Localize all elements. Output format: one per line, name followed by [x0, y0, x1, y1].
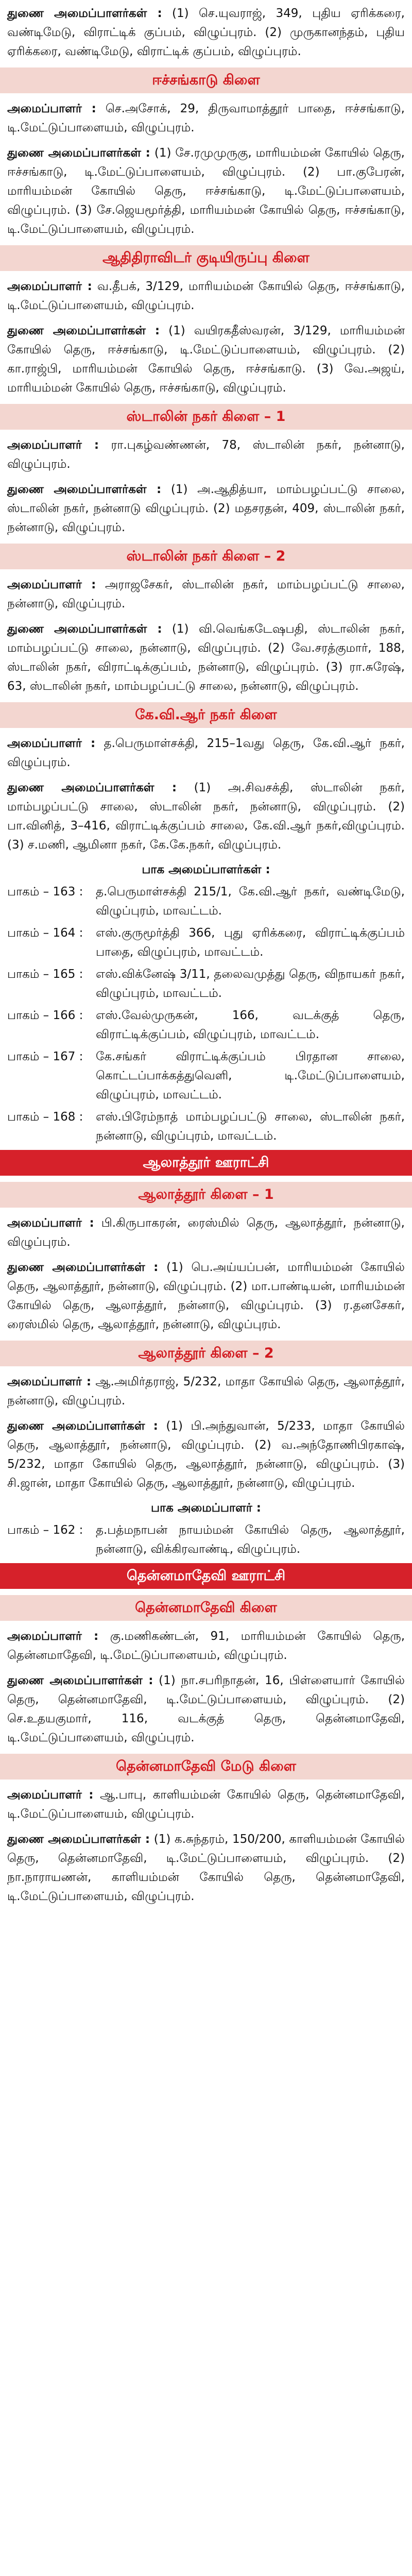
- member-paragraph: [7, 1786, 405, 1824]
- member-paragraph: [7, 734, 405, 772]
- member-details: (1) அ.சிவசக்தி, ஸ்டாலின் நகர், மாம்பழப்பட்டு சாலை, ஸ்டாலின் நகர், நன்னாடு, விழுப்புரம். (2) பா.வினித், 3–416, விராட்டிக்குப்பம் சாலை, கே.வி.ஆர் நகர்,விழுப்புரம். (3) ச.மணி, ஆமினா நகர், கே.கே.நகர், விழுப்புரம்.: [7, 781, 405, 852]
- member-paragraph: [7, 1258, 405, 1334]
- booth-list: [7, 883, 405, 1146]
- section-subheading: பாக அமைப்பாளர் :: [151, 1501, 261, 1515]
- member-paragraph: [7, 575, 405, 614]
- booth-row: [7, 924, 405, 962]
- booth-organizer: கே.சங்கர் விராட்டிக்குப்பம் பிரதான சாலை, கொட்டப்பாக்கத்துவெளி, டி.மேட்டுப்பாளையம், விழுப்புரம், மாவட்டம்.: [96, 1050, 405, 1101]
- member-details: (1) க.சுந்தரம், 150/200, காளியம்மன் கோயில் தெரு, தென்னமாதேவி, டி.மேட்டுப்பாளையம், விழுப்புரம். (2) நா.நாராயணன், காளியம்மன் கோயில் தெரு, தென்னமாதேவி, டி.மேட்டுப்பாளையம், விழுப்புரம்.: [7, 1833, 405, 1903]
- role-label: அமைப்பாளர் :: [7, 1216, 94, 1230]
- booth-number: பாகம் – 167 :: [7, 1050, 83, 1063]
- member-paragraph: [7, 620, 405, 696]
- booth-row: [7, 883, 405, 921]
- member-details: ரா.புகழ்வண்ணன், 78, ஸ்டாலின் நகர், நன்னாடு, விழுப்புரம்.: [7, 438, 405, 471]
- booth-organizer: எஸ்.குருமூர்த்தி 366, புது ஏரிக்கரை, விராட்டிக்குப்பம் பாதை, விழுப்புரம், மாவட்டம்.: [96, 926, 405, 959]
- role-label: துணை அமைப்பாளர்கள் :: [7, 483, 162, 496]
- branch-heading: தென்னமாதேவி மேடு கிளை: [0, 1754, 412, 1780]
- branch-heading: கே.வி.ஆர் நகர் கிளை: [0, 702, 412, 728]
- booth-row: [7, 1108, 405, 1146]
- member-details: அராஜசேகர், ஸ்டாலின் நகர், மாம்பழப்பட்டு சாலை, நன்னாடு, விழுப்புரம்.: [7, 578, 405, 611]
- booth-organizer: த.பெருமாள்சக்தி 215/1, கே.வி.ஆர் நகர், வண்டிமேடு, விழுப்புரம், மாவட்டம்.: [96, 885, 405, 918]
- booth-number: பாகம் – 166 :: [7, 1009, 83, 1022]
- member-details: கு.மணிகண்டன், 91, மாரியம்மன் கோயில் தெரு, தென்னமாதேவி, டி.மேட்டுப்பாளையம், விழுப்புரம்.: [7, 1630, 405, 1662]
- member-details: ஆ.அமிர்தராஜ், 5/232, மாதா கோயில் தெரு, ஆலாத்தூர், நன்னாடு, விழுப்புரம்.: [7, 1375, 405, 1408]
- member-paragraph: [7, 4, 405, 61]
- booth-list: [7, 1521, 405, 1559]
- role-label: துணை அமைப்பாளர்கள் :: [7, 1674, 153, 1687]
- member-details: வ.தீபக், 3/129, மாரியம்மன் கோயில் தெரு, ஈச்சங்காடு, டி.மேட்டுப்பாளையம், விழுப்புரம்.: [7, 280, 405, 312]
- role-label: அமைப்பாளர் :: [7, 102, 96, 115]
- member-paragraph: [7, 1214, 405, 1252]
- member-details: (1) வி.வெங்கடேஷபதி, ஸ்டாலின் நகர், மாம்பழப்பட்டு சாலை, நன்னாடு, விழுப்புரம். (2) வே.சரத்குமார், 188, ஸ்டாலின் நகர், விராட்டிக்குப்பம், நன்னாடு, விழுப்புரம். (3) ரா.சுரேஷ், 63, ஸ்டாலின் நகர், மாம்பழப்பட்டு சாலை, நன்னாடு, விழுப்புரம்.: [7, 622, 405, 693]
- booth-number: பாகம் – 168 :: [7, 1110, 83, 1124]
- member-details: (1) செ.யுவராஜ், 349, புதிய ஏரிக்கரை, வண்டிமேடு, விராட்டிக் குப்பம், விழுப்புரம். (2) முருகானந்தம், புதிய ஏரிக்கரை, வண்டிமேடு, விராட்டிக் குப்பம், விழுப்புரம்.: [7, 7, 405, 58]
- booth-organizer: எஸ்.வேல்முருகன், 166, வடக்குத் தெரு, விராட்டிக்குப்பம், விழுப்புரம், மாவட்டம்.: [96, 1009, 405, 1041]
- booth-number: பாகம் – 164 :: [7, 926, 83, 940]
- section-subheading: பாக அமைப்பாளர்கள் :: [142, 863, 270, 876]
- booth-number: பாகம் – 163 :: [7, 885, 83, 899]
- role-label: அமைப்பாளர் :: [7, 1630, 99, 1643]
- booth-number: பாகம் – 162 :: [7, 1523, 83, 1537]
- booth-number: பாகம் – 165 :: [7, 968, 83, 981]
- member-paragraph: [7, 1671, 405, 1748]
- member-details: செ.அசோக், 29, திருவாமாத்தூர் பாதை, ஈச்சங்காடு, டி.மேட்டுப்பாளையம், விழுப்புரம்.: [7, 102, 405, 134]
- role-label: அமைப்பாளர் :: [7, 438, 99, 452]
- member-details: ஆ.பாபு, காளியம்மன் கோயில் தெரு, தென்னமாதேவி, டி.மேட்டுப்பாளையம், விழுப்புரம்.: [7, 1788, 405, 1821]
- member-paragraph: [7, 778, 405, 855]
- booth-row: [7, 965, 405, 1003]
- member-paragraph: [7, 1830, 405, 1906]
- panchayat-heading: ஆலாத்தூர் ஊராட்சி: [0, 1150, 412, 1176]
- member-details: (1) சே.ரமுமுருகு, மாரியம்மன் கோயில் தெரு, ஈச்சங்காடு, டி.மேட்டுப்பாளையம், விழுப்புரம். (2) பா.குபேரன், மாரியம்மன் கோயில் தெரு, ஈச்சங்காடு, டி.மேட்டுப்பாளையம், விழுப்புரம். (3) சே.ஜெயமூர்த்தி, மாரியம்மன் கோயில் தெரு, ஈச்சங்காடு, டி.மேட்டுப்பாளையம், விழுப்புரம்.: [7, 146, 405, 236]
- branch-heading: தென்னமாதேவி கிளை: [0, 1595, 412, 1621]
- booth-organizer: எஸ்.பிரேம்நாத் மாம்பழப்பட்டு சாலை, ஸ்டாலின் நகர், நன்னாடு, விழுப்புரம், மாவட்டம்.: [96, 1110, 405, 1143]
- role-label: துணை அமைப்பாளர்கள் :: [7, 324, 160, 337]
- member-details: த.பெருமாள்சக்தி, 215–1வது தெரு, கே.வி.ஆர் நகர், விழுப்புரம்.: [7, 737, 405, 769]
- member-paragraph: [7, 1627, 405, 1665]
- branch-heading: ஆலாத்தூர் கிளை – 1: [0, 1182, 412, 1208]
- role-label: அமைப்பாளர் :: [7, 578, 96, 591]
- role-label: துணை அமைப்பாளர்கள் :: [7, 781, 177, 794]
- member-paragraph: [7, 144, 405, 239]
- booth-row: [7, 1047, 405, 1105]
- member-paragraph: [7, 99, 405, 138]
- role-label: அமைப்பாளர் :: [7, 1788, 94, 1802]
- branch-heading: ஆலாத்தூர் கிளை – 2: [0, 1341, 412, 1366]
- role-label: துணை அமைப்பாளர்கள் :: [7, 7, 162, 20]
- role-label: துணை அமைப்பாளர்கள் :: [7, 146, 150, 160]
- role-label: துணை அமைப்பாளர்கள் :: [7, 1419, 158, 1433]
- member-details: (1) வயிரகதீஸ்வரன், 3/129, மாரியம்மன் கோயில் தெரு, ஈச்சங்காடு, டி.மேட்டுப்பாளையம், விழுப்புரம். (2) கா.ராஜ்பி, மாரியம்மன் கோயில் தெரு, ஈச்சங்காடு. (3) வே.அஜய், மாரியம்மன் கோயில் தெரு, ஈச்சங்காடு, விழுப்புரம்.: [7, 324, 405, 395]
- booth-row: [7, 1006, 405, 1044]
- branch-heading: ஸ்டாலின் நகர் கிளை – 1: [0, 404, 412, 430]
- member-details: (1) நா.சபரிநாதன், 16, பிள்ளையார் கோயில் தெரு, தென்னமாதேவி, டி.மேட்டுப்பாளையம், விழுப்புரம். (2) செ.உதயகுமார், 116, வடக்குத் தெரு, தென்னமாதேவி, டி.மேட்டுப்பாளையம், விழுப்புரம்.: [7, 1674, 405, 1744]
- role-label: துணை அமைப்பாளர்கள் :: [7, 1261, 159, 1274]
- member-paragraph: [7, 436, 405, 474]
- role-label: அமைப்பாளர் :: [7, 737, 96, 750]
- member-paragraph: [7, 480, 405, 537]
- member-paragraph: [7, 321, 405, 398]
- booth-organizer: த.பத்மநாபன் நாயம்மன் கோயில் தெரு, ஆலாத்தூர், நன்னாடு, விக்கிரவாண்டி, விழுப்புரம்.: [96, 1523, 405, 1556]
- role-label: அமைப்பாளர் :: [7, 1375, 92, 1388]
- role-label: அமைப்பாளர் :: [7, 280, 92, 293]
- member-paragraph: [7, 1417, 405, 1493]
- member-details: (1) பெ.அய்யப்பன், மாரியம்மன் கோயில் தெரு, ஆலாத்தூர், நன்னாடு, விழுப்புரம். (2) மா.பாண்டியன், மாரியம்மன் கோயில் தெரு, ஆலாத்தூர், நன்னாடு, விழுப்புரம். (3) ர.தனசேகர், ரைஸ்மில் தெரு, ஆலாத்தூர், நன்னாடு, விழுப்புரம்.: [7, 1261, 405, 1331]
- member-details: (1) அ.ஆதித்யா, மாம்பழப்பட்டு சாலை, ஸ்டாலின் நகர், நன்னாடு விழுப்புரம். (2) மதசரதன், 409, ஸ்டாலின் நகர், நன்னாடு, விழுப்புரம்.: [7, 483, 405, 534]
- panchayat-heading: தென்னமாதேவி ஊராட்சி: [0, 1563, 412, 1589]
- booth-organizer: எஸ்.விக்னேஷ் 3/11, தலைவமுத்து தெரு, விநாயகர் நகர், விழுப்புரம், மாவட்டம்.: [96, 968, 405, 1000]
- booth-row: [7, 1521, 405, 1559]
- member-details: பி.கிருபாகரன், ரைஸ்மில் தெரு, ஆலாத்தூர், நன்னாடு, விழுப்புரம்.: [7, 1216, 405, 1249]
- member-paragraph: [7, 277, 405, 315]
- branch-heading: ஈச்சங்காடு கிளை: [0, 67, 412, 93]
- branch-heading: ஸ்டாலின் நகர் கிளை – 2: [0, 544, 412, 569]
- role-label: துணை அமைப்பாளர்கள் :: [7, 622, 162, 636]
- member-details: (1) பி.அந்துவான், 5/233, மாதா கோயில் தெரு, ஆலாத்தூர், நன்னாடு, விழுப்புரம். (2) வ.அந்தோணிபிரகாஷ், 5/232, மாதா கோயில் தெரு, ஆலாத்தூர், நன்னாடு, விழுப்புரம். (3) சி.ஜான், மாதா கோயில் தெரு, ஆலாத்தூர், நன்னாடு, விழுப்புரம்.: [7, 1419, 405, 1490]
- member-paragraph: [7, 1372, 405, 1411]
- role-label: துணை அமைப்பாளர்கள் :: [7, 1833, 150, 1846]
- branch-heading: ஆதிதிராவிடர் குடியிருப்பு கிளை: [0, 245, 412, 271]
